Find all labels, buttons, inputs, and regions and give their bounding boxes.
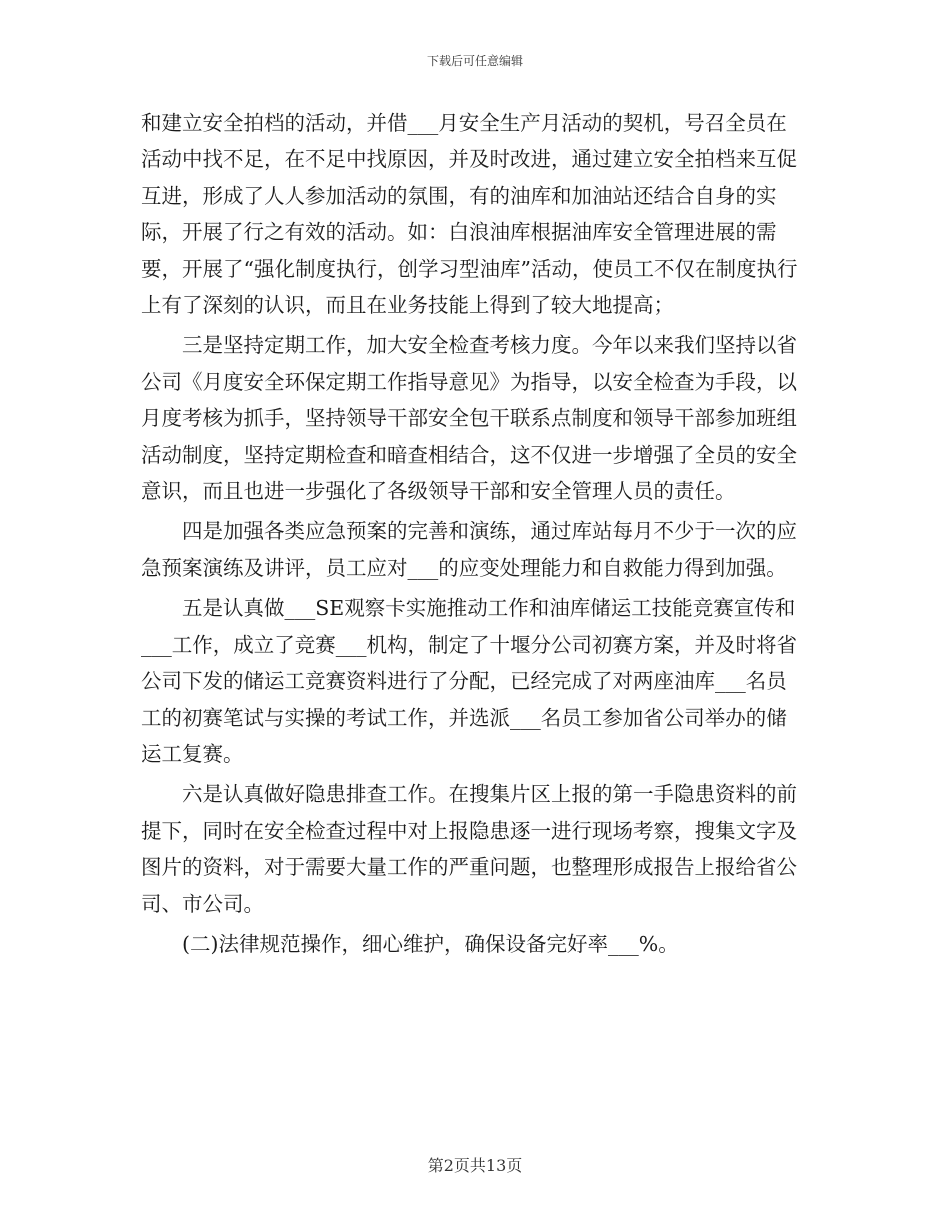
page-header: 下载后可任意编辑	[426, 54, 523, 68]
document-body	[141, 105, 806, 966]
page-footer: 第2页共13页	[427, 1156, 523, 1175]
paragraph: (二)法律规范操作，细心维护，确保设备完好率___%。	[182, 931, 679, 956]
paragraph: 五是认真做___SE观察卡实施推动工作和油库储运工技能竞赛宣传和___工作，成立了竞赛___机构，制定了十堰分公司初赛方案，并及时将省公司下发的储运工竞赛资料进行了分配，已经完成了对两座油库___名员工的初赛笔试与实操的考试工作，并选派___名员工参加省公司举办的储运工复赛。	[141, 596, 797, 766]
paragraph: 和建立安全拍档的活动，并借___月安全生产月活动的契机，号召全员在活动中找不足，在不足中找原因，并及时改进，通过建立安全拍档来互促互进，形成了人人参加活动的氛围，有的油库和加油站还结合自身的实际，开展了行之有效的活动。如：白浪油库根据油库安全管理进展的需要，开展了“强化制度执行，创学习型油库”活动，使员工不仅在制度执行上有了深刻的认识，而且在业务技能上得到了较大地提高；	[141, 111, 798, 318]
paragraph: 四是加强各类应急预案的完善和演练，通过库站每月不少于一次的应急预案演练及讲评，员工应对___的应变处理能力和自救能力得到加强。	[141, 519, 797, 580]
paragraph: 六是认真做好隐患排查工作。在搜集片区上报的第一手隐患资料的前提下，同时在安全检查过程中对上报隐患逐一进行现场考察，搜集文字及图片的资料，对于需要大量工作的严重问题，也整理形成报告上报给省公司、市公司。	[141, 782, 797, 916]
paragraph: 三是坚持定期工作，加大安全检查考核力度。今年以来我们坚持以省公司《月度安全环保定期工作指导意见》为指导，以安全检查为手段，以月度考核为抓手，坚持领导干部安全包干联系点制度和领导干部参加班组活动制度，坚持定期检查和暗查相结合，这不仅进一步增强了全员的安全意识，而且也进一步强化了各级领导干部和安全管理人员的责任。	[141, 333, 797, 504]
